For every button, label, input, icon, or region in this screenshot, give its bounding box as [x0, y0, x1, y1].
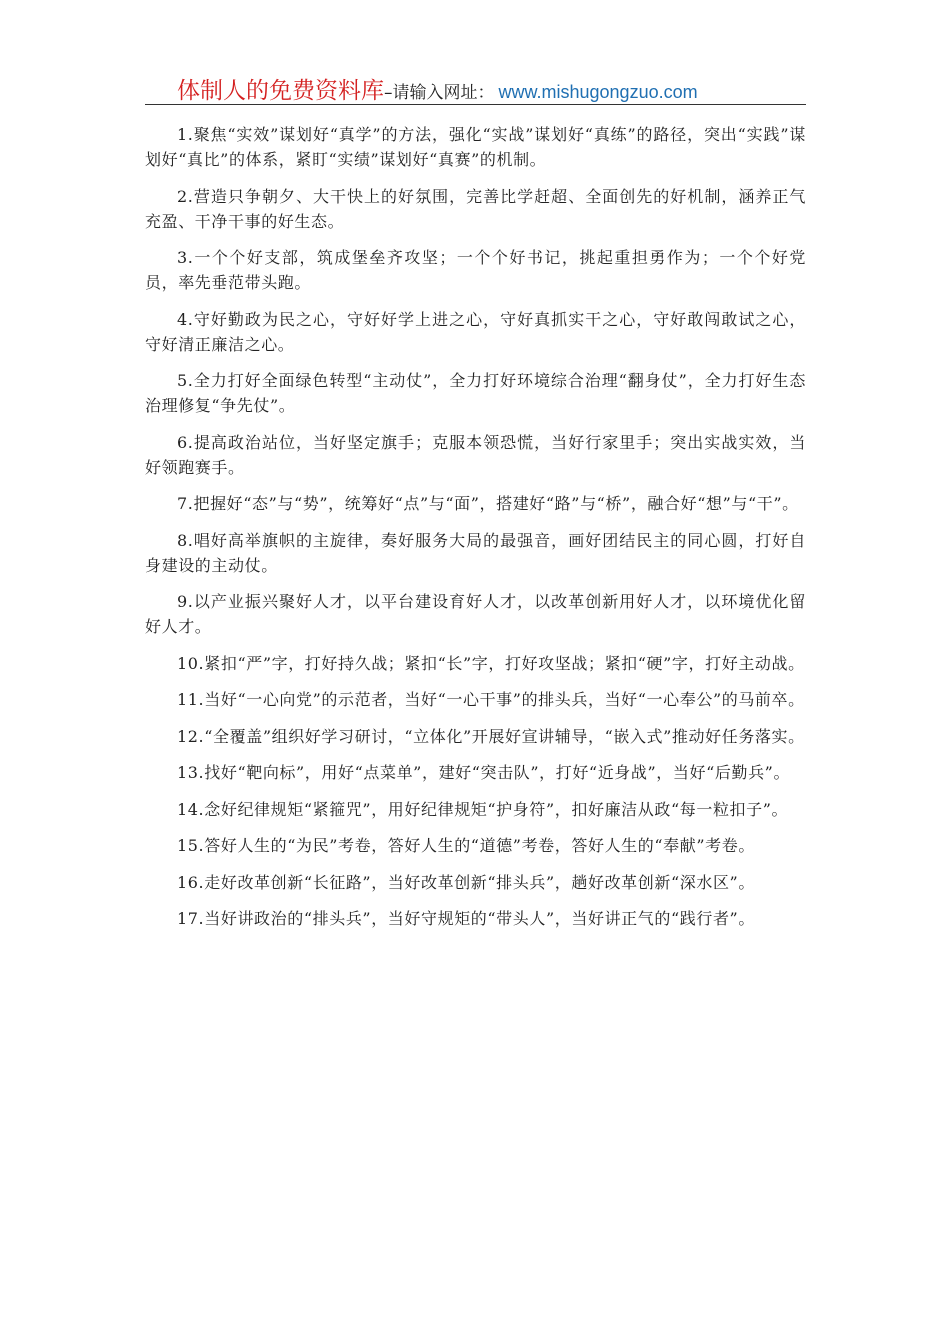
list-item: 17.当好讲政治的“排头兵”，当好守规矩的“带头人”，当好讲正气的“践行者”。 [177, 909, 755, 928]
list-item: 14.念好纪律规矩“紧箍咒”，用好纪律规矩“护身符”，扣好廉洁从政“每一粒扣子”。 [177, 799, 789, 819]
header-url-link[interactable]: www.mishugongzuo.com [498, 82, 698, 102]
list-item: 16.走好改革创新“长征路”，当好改革创新“排头兵”，趟好改革创新“深水区”。 [177, 872, 755, 892]
list-item: 1.聚焦“实效”谋划好“真学”的方法，强化“实战”谋划好“真练”的路径，突出“实践”谋划好“真比”的体系，紧盯“实绩”谋划好“真赛”的机制。 [145, 125, 806, 169]
list-item: 11.当好“一心向党”的示范者，当好“一心干事”的排头兵，当好“一心奉公”的马前卒。 [177, 690, 805, 709]
page-header [145, 70, 806, 105]
list-item: 8.唱好高举旗帜的主旋律，奏好服务大局的最强音，画好团结民主的同心圆，打好自身建设的主动仗。 [145, 530, 806, 575]
header-brand: 体制人的免费资料库 [177, 78, 384, 104]
list-item: 12.“全覆盖”组织好学习研讨，“立体化”开展好宣讲辅导，“嵌入式”推动好任务落实。 [177, 726, 805, 746]
list-item: 6.提高政治站位，当好坚定旗手；克服本领恐慌，当好行家里手；突出实战实效，当好领跑赛手。 [145, 432, 806, 477]
list-item: 13.找好“靶向标”，用好“点菜单”，建好“突击队”，打好“近身战”，当好“后勤兵”。 [177, 763, 791, 782]
document-body [145, 122, 806, 943]
list-item: 7.把握好“态”与“势”，统筹好“点”与“面”，搭建好“路”与“桥”，融合好“想”与“干”。 [177, 494, 799, 513]
header-prompt: 请输入网址： [392, 83, 495, 103]
list-item: 2.营造只争朝夕、大干快上的好氛围，完善比学赶超、全面创先的好机制，涵养正气充盈、干净干事的好生态。 [145, 186, 806, 231]
list-item: 5.全力打好全面绿色转型“主动仗”，全力打好环境综合治理“翻身仗”，全力打好生态治理修复“争先仗”。 [145, 371, 806, 415]
list-item: 4.守好勤政为民之心，守好好学上进之心，守好真抓实干之心，守好敢闯敢试之心，守好清正廉洁之心。 [145, 309, 806, 354]
list-item: 15.答好人生的“为民”考卷，答好人生的“道德”考卷，答好人生的“奉献”考卷。 [177, 836, 755, 855]
list-item: 9.以产业振兴聚好人才，以平台建设育好人才，以改革创新用好人才，以环境优化留好人才。 [145, 592, 806, 636]
header-banner [177, 72, 698, 105]
header-dash: – [384, 83, 393, 103]
list-item: 10.紧扣“严”字，打好持久战；紧扣“长”字，打好攻坚战；紧扣“硬”字，打好主动战。 [177, 653, 805, 673]
list-item: 3.一个个好支部，筑成堡垒齐攻坚；一个个好书记，挑起重担勇作为；一个个好党员，率先垂范带头跑。 [145, 248, 806, 292]
